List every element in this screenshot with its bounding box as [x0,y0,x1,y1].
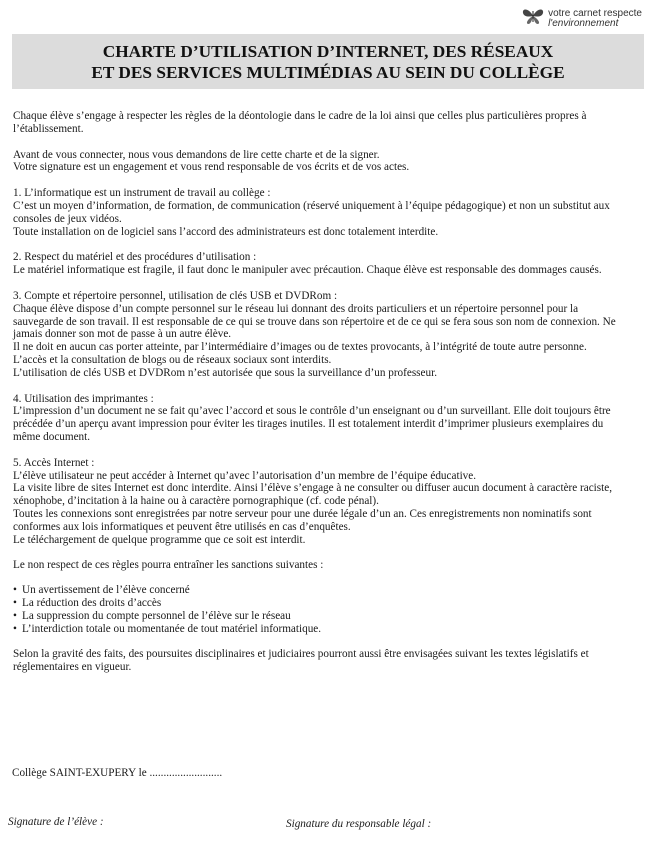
eco-badge-line1: votre carnet respecte [548,7,642,19]
eco-badge-line2: l'environnement [548,17,619,29]
list-item [13,623,629,636]
section-line: L’élève utilisateur ne peut accéder à Internet qu’avec l’autorisation d’un membre de l’équipe éducative. [13,469,477,482]
section-heading: 5. Accès Internet : [13,456,95,469]
section-line: L’impression d’un document ne se fait qu’avec l’accord et sous le contrôle d’un enseignant ou d’un surveillant. Elle doit toujours être précédée d’un aperçu avant impression pour éviter les tirages inutiles. Il est totalement interdit d’imprimer plusieurs exemplaires du même document. [13,405,611,443]
student-signature-label: Signature de l’élève : [8,816,104,828]
section-line: Le téléchargement de quelque programme que ce soit est interdit. [13,533,306,546]
sanction-text: La suppression du compte personnel de l’élève sur le réseau [22,609,291,622]
eco-badge [521,7,642,30]
section-line: Chaque élève dispose d’un compte personnel sur le réseau lui donnant des droits particuliers et un répertoire personnel pour la sauvegarde de son travail. Il est responsable de ce qui se trouve dans son répertoire et de ce qui se fera sous son nom de connexion. Ne jamais donner son mot de passe à un autre élève. [13,302,616,341]
title-line-2: ET DES SERVICES MULTIMÉDIAS AU SEIN DU COLLÈGE [91,62,565,82]
list-item [13,584,629,597]
section-line: Le matériel informatique est fragile, il faut donc le manipuler avec précaution. Chaque élève est responsable des dommages causés. [13,264,602,277]
section-equipment [13,251,629,277]
sanctions-list [13,584,629,635]
section-line: Toutes les connexions sont enregistrées par notre serveur pour une durée légale d’un an. Ces enregistrements non nominatifs sont conformes aux lois informatiques et peuvent être utilisés en cas d’enquêtes. [13,507,592,533]
guardian-signature-label: Signature du responsable légal : [286,818,432,830]
eco-badge-text [548,9,642,29]
bullet-icon: • [13,609,17,622]
section-printers [13,393,629,444]
sanction-text: La réduction des droits d’accès [22,596,162,609]
intro-paragraph: Chaque élève s’engage à respecter les règles de la déontologie dans le cadre de la loi ainsi que celles plus particulières propres à l’établissement. [13,110,587,135]
list-item [13,610,629,623]
section-line: La visite libre de sites Internet est donc interdite. Ainsi l’élève s’engage à ne consulter ou diffuser aucun document à caractère raciste, xénophobe, d’incitation à la haine ou à caractère pornographique (cf. code pénal). [13,482,613,508]
charter-body [13,110,629,674]
intro-signature-line: Votre signature est un engagement et vous rend responsable de vos écrits et de vos actes. [13,161,410,174]
bullet-icon: • [13,622,17,635]
section-line: C’est un moyen d’information, de formation, de communication (réservé uniquement à l’équipe pédagogique) et non un substitut aux consoles de jeux vidéos. [13,199,610,225]
sanction-text: Un avertissement de l’élève concerné [22,584,190,597]
section-line: Il ne doit en aucun cas porter atteinte, par l’intermédiaire d’images ou de textes provocants, à l’intégrité de toute autre personne. [13,341,587,354]
section-heading: 3. Compte et répertoire personnel, utilisation de clés USB et DVDRom : [13,289,338,302]
intro-connect-line: Avant de vous connecter, nous vous demandons de lire cette charte et de la signer. [13,148,380,161]
section-heading: 1. L’informatique est un instrument de travail au collège : [13,187,271,200]
closing-paragraph: Selon la gravité des faits, des poursuites disciplinaires et judiciaires pourront aussi être envisagées suivant les textes législatifs et réglementaires en vigueur. [13,648,589,674]
section-account [13,290,629,380]
section-line: Toute installation on de logiciel sans l’accord des administrateurs est donc totalement interdite. [13,225,439,238]
bullet-icon: • [13,596,17,609]
title-line-1: CHARTE D’UTILISATION D’INTERNET, DES RÉSEAUX [102,41,554,61]
section-line: L’accès et la consultation de blogs ou de réseaux sociaux sont interdits. [13,353,332,366]
section-internet [13,457,629,547]
list-item [13,597,629,610]
section-heading: 4. Utilisation des imprimantes : [13,392,154,405]
sanctions-intro: Le non respect de ces règles pourra entraîner les sanctions suivantes : [13,559,324,572]
section-heading: 2. Respect du matériel et des procédures d’utilisation : [13,251,257,264]
sanction-text: L’interdiction totale ou momentanée de tout matériel informatique. [22,622,322,635]
college-date-line: Collège SAINT-EXUPERY le .......................... [12,767,223,779]
section-line: L’utilisation de clés USB et DVDRom n’est autorisée que sous la surveillance d’un professeur. [13,366,438,379]
page-title [12,34,644,89]
bullet-icon: • [13,584,17,597]
section-computing [13,187,629,238]
butterfly-icon [521,7,545,30]
